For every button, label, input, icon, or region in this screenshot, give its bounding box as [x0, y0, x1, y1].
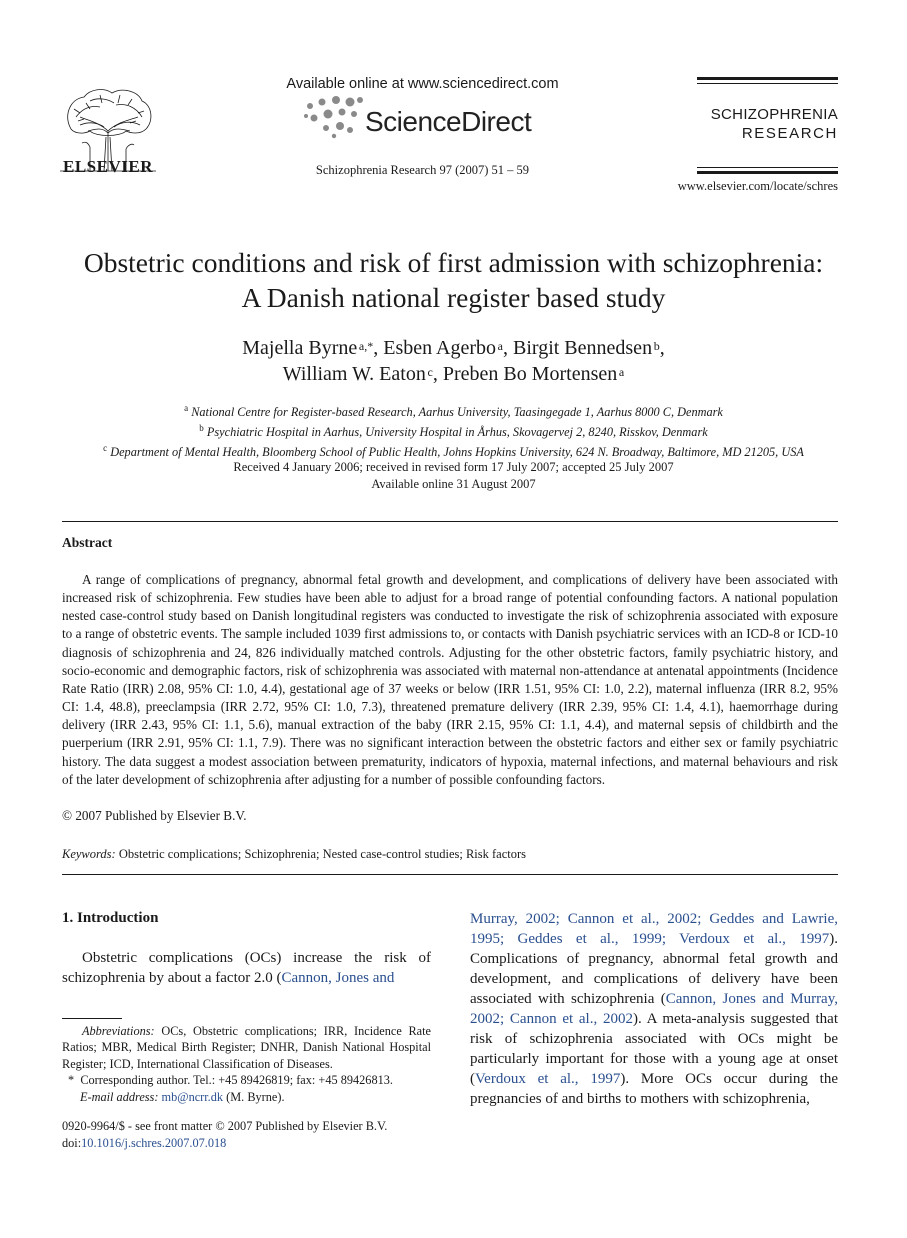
publisher-name: ELSEVIER [63, 157, 153, 176]
journal-url-link[interactable]: www.elsevier.com/locate/schres [677, 179, 838, 193]
author-name[interactable]: William W. Eaton [282, 363, 426, 385]
journal-rule [697, 171, 838, 174]
article-title [40, 245, 867, 315]
article-info-footer [62, 1118, 431, 1152]
intro-text: ). A meta-analysis suggested that risk of schizophrenia associated with OCs might be particularly important for those with a young age at onset ( [470, 1011, 838, 1087]
author-name[interactable]: Esben Agerbo [383, 337, 496, 359]
journal-name-line2: RESEARCH [741, 125, 838, 142]
affil-text: Psychiatric Hospital in Aarhus, University Hospital in Århus, Skovagervej 2, 8240, Risskov, Denmark [206, 425, 708, 440]
title-line-2: A Danish national register based study [241, 282, 666, 313]
journal-rule [697, 77, 838, 80]
email-note [62, 1089, 431, 1105]
author-name[interactable]: Preben Bo Mortensen [442, 363, 618, 385]
affil-mark: a [184, 403, 189, 413]
journal-rule [697, 167, 838, 168]
journal-citation: Schizophrenia Research 97 (2007) 51 – 59 [315, 163, 530, 177]
email-suffix: (M. Byrne). [226, 1089, 285, 1104]
intro-text: Obstetric complications (OCs) increase the risk of schizophrenia by about a factor 2.0 ( [62, 950, 431, 986]
journal-rule [697, 83, 838, 84]
affil-text: National Centre for Register-based Research, Aarhus University, Taasingegade 1, Aarhus 8000 C, Denmark [191, 405, 723, 420]
intro-paragraph-right [470, 909, 838, 1109]
abbreviations-note [62, 1023, 431, 1072]
affiliation-b [40, 420, 867, 440]
email-label: E-mail address: [80, 1089, 159, 1104]
abstract-copyright: © 2007 Published by Elsevier B.V. [62, 808, 247, 823]
intro-text: ). Complications of pregnancy, abnormal fetal growth and development, and complications of delivery have been associated with schizophrenia ( [470, 931, 838, 1007]
article-dates [40, 459, 867, 493]
keywords [62, 847, 838, 862]
author-sep: , [373, 337, 384, 359]
issn-line: 0920-9964/$ - see front matter © 2007 Published by Elsevier B.V. [62, 1119, 388, 1133]
author-affil-mark[interactable]: a,* [358, 339, 374, 353]
footnote-rule [62, 1018, 122, 1019]
doi-link[interactable]: 10.1016/j.schres.2007.07.018 [81, 1136, 227, 1150]
corresponding-author-note [62, 1072, 431, 1088]
intro-paragraph-left [62, 948, 431, 988]
corr-text: Corresponding author. Tel.: +45 89426819; fax: +45 89426813. [80, 1073, 393, 1088]
author-affil-mark[interactable]: a [618, 365, 625, 379]
title-line-1: Obstetric conditions and risk of first admission with schizophrenia: [83, 247, 824, 278]
citation-link[interactable]: Cannon, Jones and Murray, 2002; Cannon et al., 2002 [470, 991, 838, 1027]
available-online-date: Available online 31 August 2007 [371, 477, 536, 491]
section-heading-introduction: 1. Introduction [62, 910, 159, 926]
author-name[interactable]: Majella Byrne [242, 337, 358, 359]
abstract-top-rule [62, 521, 838, 522]
affil-mark: b [199, 423, 204, 434]
intro-text: ). More OCs occur during the pregnancies of and births to mothers with schizophrenia, [470, 1071, 838, 1107]
footnotes [62, 1023, 431, 1105]
affil-mark: c [103, 443, 108, 454]
author-list [40, 335, 867, 387]
citation-link[interactable]: Murray, 2002; Cannon et al., 2002; Geddes and Lawrie, 1995; Geddes et al., 1999; Verdoux et al., 1997 [470, 911, 838, 947]
abstract-bottom-rule [62, 874, 838, 875]
citation-link[interactable]: Cannon, Jones and [281, 970, 395, 986]
abbrev-text: OCs, Obstetric complications; IRR, Incidence Rate Ratios; MBR, Medical Birth Register; DNHR, Danish National Hospital Register; ICD, International Classification of Diseases. [62, 1024, 432, 1071]
doi-label: doi: [62, 1136, 82, 1150]
doi-line [62, 1135, 431, 1152]
email-link[interactable]: mb@ncrr.dk [161, 1089, 224, 1104]
affiliation-c [40, 440, 867, 460]
affiliations [40, 400, 867, 460]
affil-text: Department of Mental Health, Bloomberg School of Public Health, Johns Hopkins University, 624 N. Broadway, Baltimore, MD 21205, USA [110, 445, 804, 460]
author-affil-mark[interactable]: c [427, 365, 433, 379]
author-name[interactable]: Birgit Bennedsen [513, 337, 653, 359]
affiliation-a [40, 400, 867, 420]
author-affil-mark[interactable]: b [653, 339, 660, 353]
corr-mark: * [68, 1073, 75, 1088]
abstract-heading: Abstract [62, 535, 113, 550]
available-online-text: Available online at www.sciencedirect.com [286, 76, 559, 92]
keywords-list: Obstetric complications; Schizophrenia; Nested case-control studies; Risk factors [118, 847, 527, 861]
author-sep: , [659, 337, 665, 359]
journal-name-line1: SCHIZOPHRENIA [710, 106, 838, 123]
abstract-body: A range of complications of pregnancy, abnormal fetal growth and development, and complications of delivery have been associated with increased risk of schizophrenia. Few studies have been able to adjust for a broad range of potential confounding factors. A national population nested case-control study based on Danish longitudinal registers was conducted to investigate the risk of schizophrenia associated with exposure to a range of obstetric events. The sample included 1039 first admissions to, or contacts with Danish psychiatric services with an ICD-8 or ICD-10 diagnosis of schizophrenia and 24, 826 individually matched controls. Adjusting for the other obstetric factors, family psychiatric history, and socio-economic and demographic factors, risk of schizophrenia was associated with maternal non-attendance at antenatal appointments (Incidence Rate Ratio (IRR) 2.08, 95% CI: 1.0, 4.4), gestational age of 37 weeks or below (IRR 1.51, 95% CI: 1.0, 2.2), maternal influenza (IRR 8.2, 95% CI: 1.4, 48.8), preeclampsia (IRR 2.72, 95% CI: 1.0, 7.3), threatened premature delivery (IRR 2.39, 95% CI: 1.4, 4.1), haemorrhage during delivery (IRR 2.43, 95% CI: 1.1, 5.6), manual extraction of the baby (IRR 2.15, 95% CI: 1.1, 4.4), and maternal sepsis of childbirth and the puerperium (IRR 2.91, 95% CI: 1.1, 7.9). There was no significant interaction between the obstetric factors and either sex or family psychiatric history. The data suggest a modest association between prematurity, indicators of hypoxia, maternal infections, and maternal behaviours and risk of the later development of schizophrenia after adjusting for a number of possible confounding factors. [62, 572, 838, 787]
sciencedirect-wordmark: ScienceDirect [365, 106, 532, 137]
author-sep: , [503, 337, 513, 359]
author-sep: , [432, 363, 443, 385]
author-affil-mark[interactable]: a [497, 339, 503, 353]
keywords-label: Keywords: [62, 847, 116, 861]
citation-link[interactable]: Verdoux et al., 1997 [475, 1071, 621, 1087]
abbrev-label: Abbreviations: [82, 1024, 155, 1038]
received-dates: Received 4 January 2006; received in revised form 17 July 2007; accepted 25 July 2007 [233, 460, 674, 474]
